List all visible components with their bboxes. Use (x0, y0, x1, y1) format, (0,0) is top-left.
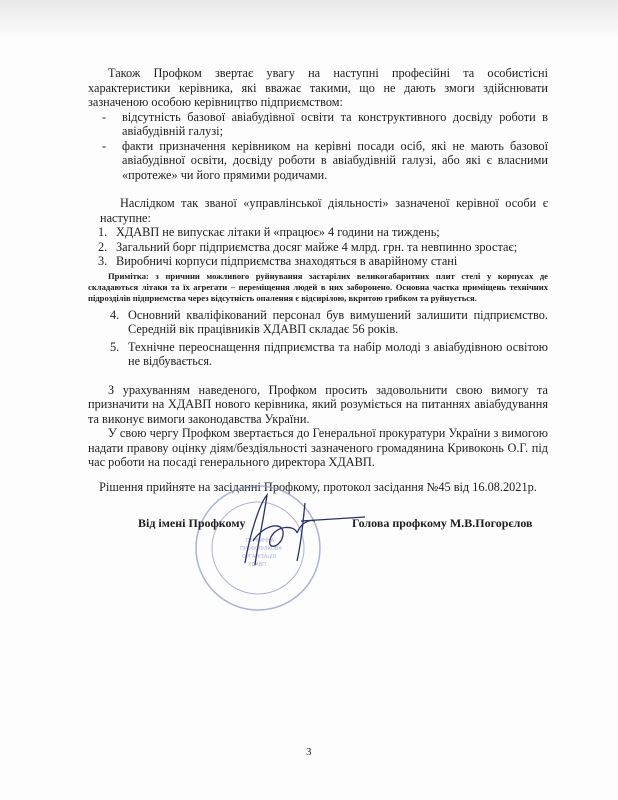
list-item-text: Загальний борг підприємства досяг майже 4 млрд. грн. та невпинно зростає; (116, 239, 518, 254)
signature-right-label: Голова профкому М.В.Погорєлов (352, 516, 533, 530)
list-item (100, 340, 548, 369)
dash-marker: - (102, 109, 107, 124)
paragraph-prosecutor: У свою чергу Профком звертається до Генеральної прокуратури України з вимогою надати правову оцінку діям/бездіяльності зазначеного громадянина Кривоконь О.Г. під час роботи на посаді генерального директора ХДАВП. (88, 426, 548, 469)
list-item-text: Технічне переоснащення підприємства та набір молоді з авіабудівною освітою не відбувається. (128, 339, 548, 368)
numbered-list-a (88, 225, 548, 269)
numbered-list-b (88, 308, 548, 369)
decision-line: Рішення прийняте на засіданні Профкому, протокол засідання №45 від 16.08.2021р. (99, 479, 537, 494)
stamp-text-line: ХДАВП (248, 562, 266, 568)
list-item (88, 225, 548, 240)
list-item-text: Основний кваліфікований персонал був вимушений залишити підприємство. Середній вік працівників ХДАВП складає 56 років. (128, 307, 548, 336)
list-item (88, 240, 548, 255)
page-number: 3 (306, 746, 312, 758)
note: Примітка: з причини можливого руйнування застарілих великогабаритних плит стелі у корпусах де складаються літаки та їх агрегати – переміщення людей в них заборонено. Основна частка приміщень технічних підрозділів підприємства через відсутність опалення є відсирілою, вкритою грибком та руйнується. (88, 270, 548, 303)
item-number: 1. (98, 225, 108, 239)
list-item (88, 139, 548, 183)
stamp-text-line: ПРОФСПІЛКОВА (240, 546, 282, 552)
list-item (100, 308, 548, 337)
list-item-text: факти призначення керівником на керівні посади осіб, які не мають базової авіабудівної освіти, досвіду роботи в авіабудівній галузі, або які є власними «протеже» чи його прямими родичами. (122, 138, 548, 182)
paragraph-characteristics: Також Профком звертає увагу на наступні професійні та особистісні характеристики керівника, які вважає такими, що не дають змоги здійснювати зазначеною особою керівництво підприємством: (88, 66, 548, 109)
signature-row (88, 516, 548, 576)
paragraph-request: З урахуванням наведеного, Профком просить задовольнити свою вимогу та призначити на ХДАВП нового керівника, який розуміється на питаннях авіабудування та виконує вимоги законодавства України. (88, 382, 548, 426)
list-item-text: ХДАВП не випускає літаки й «працює» 4 години на тиждень; (116, 225, 440, 239)
stamp-text-line: ОРГАНІЗАЦІЯ (242, 554, 277, 560)
scan-shadow (0, 0, 618, 40)
bullet-list (88, 110, 548, 183)
list-item (88, 254, 548, 269)
paragraph-consequences: Наслідком так званої «управлінської діяльності» зазначеної керівної особи є наступне: (100, 196, 548, 225)
stamp-text-line: ПЕРВИННА (246, 538, 275, 544)
item-number: 2. (98, 239, 108, 254)
list-item-text: відсутність базової авіабудівної освіти та конструктивного досвіду роботи в авіабудівній галузі; (122, 109, 548, 138)
list-item-text: Виробничі корпуси підприємства знаходяться в аварійному стані (116, 254, 458, 268)
list-item (88, 110, 548, 139)
document-body (88, 66, 548, 576)
handwritten-signature (205, 493, 365, 573)
signature-left-label: Від імені Профкому (138, 516, 246, 530)
dash-marker: - (102, 138, 107, 153)
item-number: 5. (110, 339, 120, 354)
item-number: 4. (110, 307, 120, 322)
item-number: 3. (98, 254, 108, 268)
